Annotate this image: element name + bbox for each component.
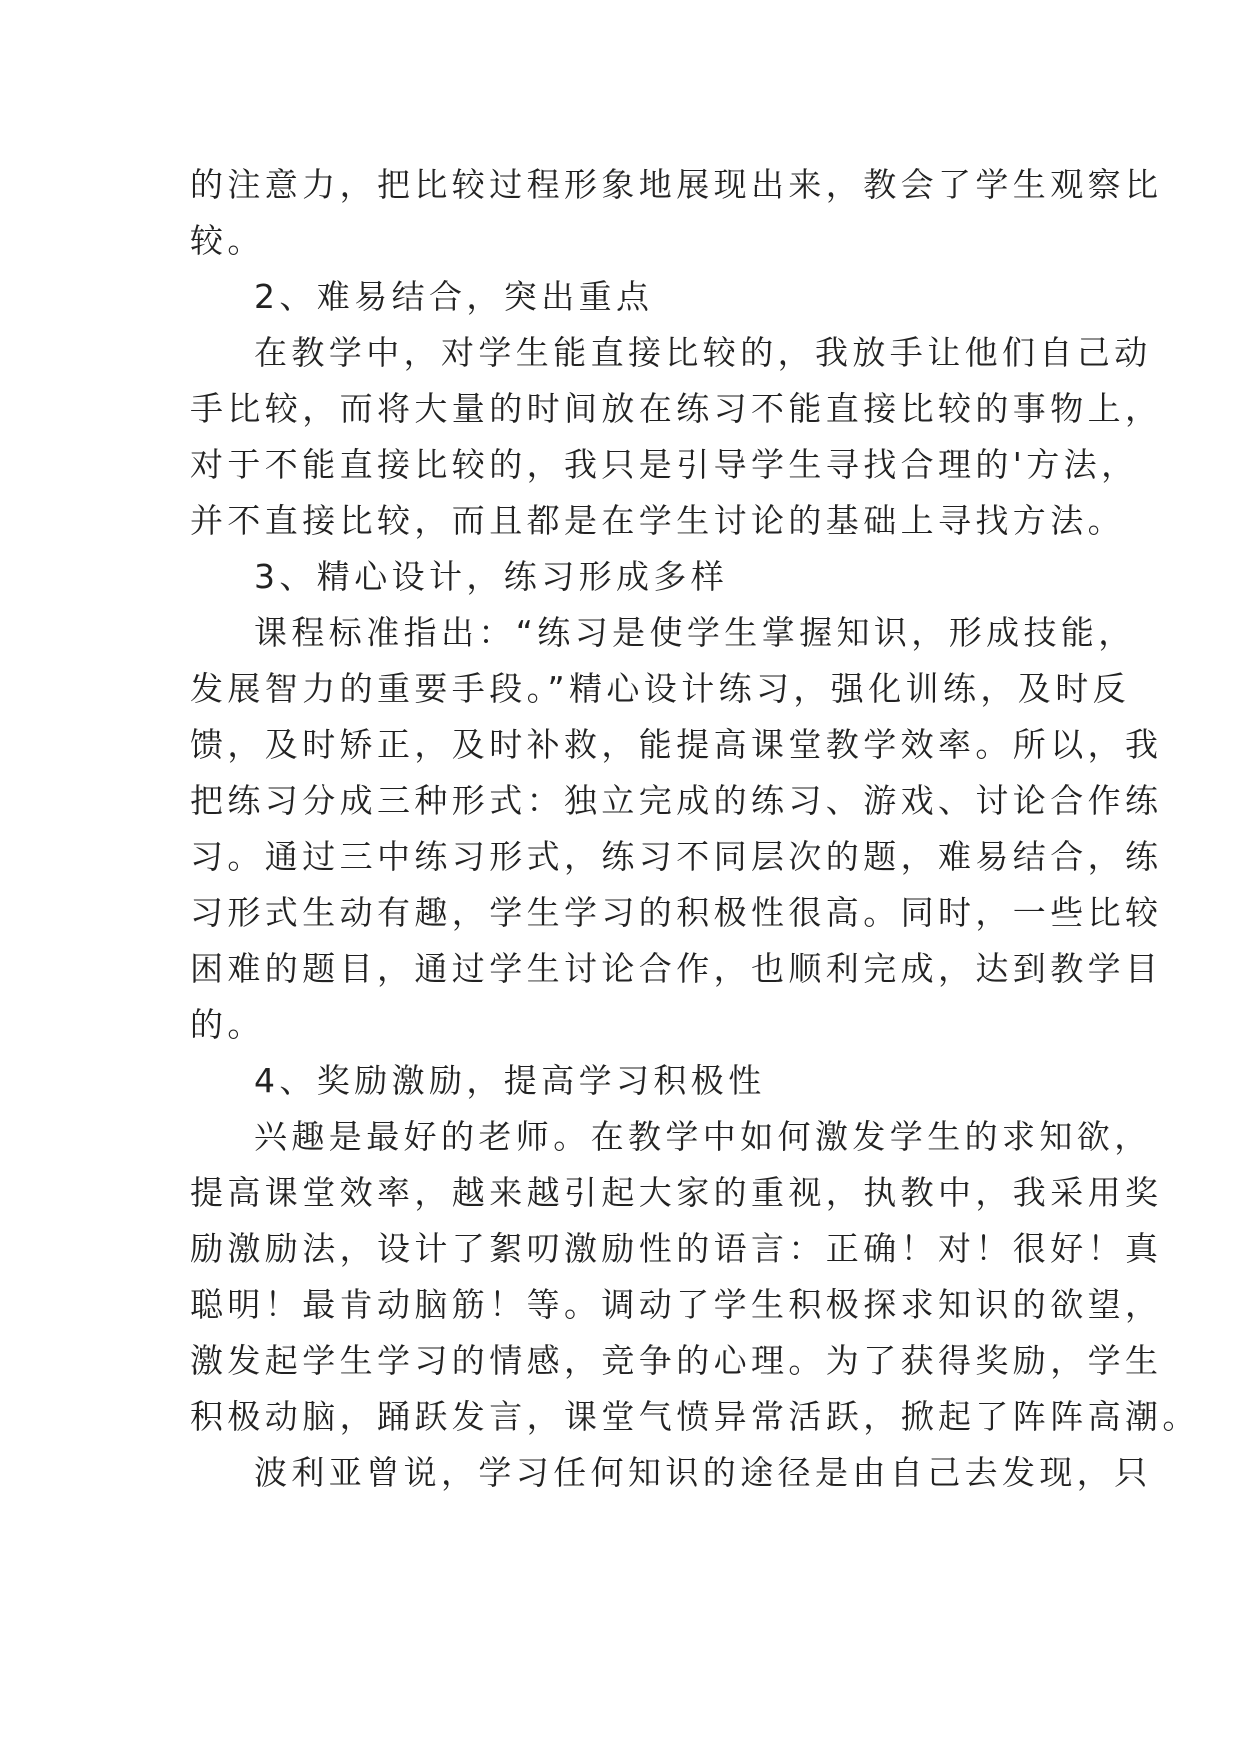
text-line: 提高课堂效率，越来越引起大家的重视，执教中，我采用奖 bbox=[190, 1173, 1163, 1212]
text-line: 波利亚曾说，学习任何知识的途径是由自己去发现，只 bbox=[254, 1453, 1152, 1492]
text-line: 激发起学生学习的情感，竞争的心理。为了获得奖励，学生 bbox=[190, 1341, 1163, 1380]
text-line: 并不直接比较，而且都是在学生讨论的基础上寻找方法。 bbox=[190, 501, 1125, 540]
text-line: 习形式生动有趣，学生学习的积极性很高。同时，一些比较 bbox=[190, 893, 1163, 932]
text-line: 发展智力的重要手段。”精心设计练习，强化训练，及时反 bbox=[190, 669, 1130, 708]
text-line: 积极动脑，踊跃发言，课堂气愤异常活跃，掀起了阵阵高潮。 bbox=[190, 1397, 1200, 1436]
text-line: 兴趣是最好的老师。在教学中如何激发学生的求知欲， bbox=[254, 1117, 1152, 1156]
text-line: 困难的题目，通过学生讨论合作，也顺利完成，达到教学目 bbox=[190, 949, 1163, 988]
text-line: 在教学中，对学生能直接比较的，我放手让他们自己动 bbox=[254, 333, 1152, 372]
text-line: 的注意力，把比较过程形象地展现出来，教会了学生观察比 bbox=[190, 165, 1163, 204]
section-heading: 3、精心设计，练习形成多样 bbox=[254, 557, 729, 596]
text-line: 课程标准指出：“练习是使学生掌握知识，形成技能， bbox=[254, 613, 1136, 652]
text-line: 习。通过三中练习形式，练习不同层次的题，难易结合，练 bbox=[190, 837, 1163, 876]
text-line: 对于不能直接比较的，我只是引导学生寻找合理的'方法， bbox=[190, 445, 1139, 484]
text-line: 聪明！最肯动脑筋！等。调动了学生积极探求知识的欲望， bbox=[190, 1285, 1163, 1324]
section-heading: 4、奖励激励，提高学习积极性 bbox=[254, 1061, 766, 1100]
text-line: 较。 bbox=[190, 221, 265, 260]
text-line: 的。 bbox=[190, 1005, 265, 1044]
text-line: 把练习分成三种形式：独立完成的练习、游戏、讨论合作练 bbox=[190, 781, 1163, 820]
text-line: 馈，及时矫正，及时补救，能提高课堂教学效率。所以，我 bbox=[190, 725, 1163, 764]
section-heading: 2、难易结合，突出重点 bbox=[254, 277, 654, 316]
text-line: 手比较，而将大量的时间放在练习不能直接比较的事物上， bbox=[190, 389, 1163, 428]
text-line: 励激励法，设计了絮叨激励性的语言：正确！对！很好！真 bbox=[190, 1229, 1163, 1268]
